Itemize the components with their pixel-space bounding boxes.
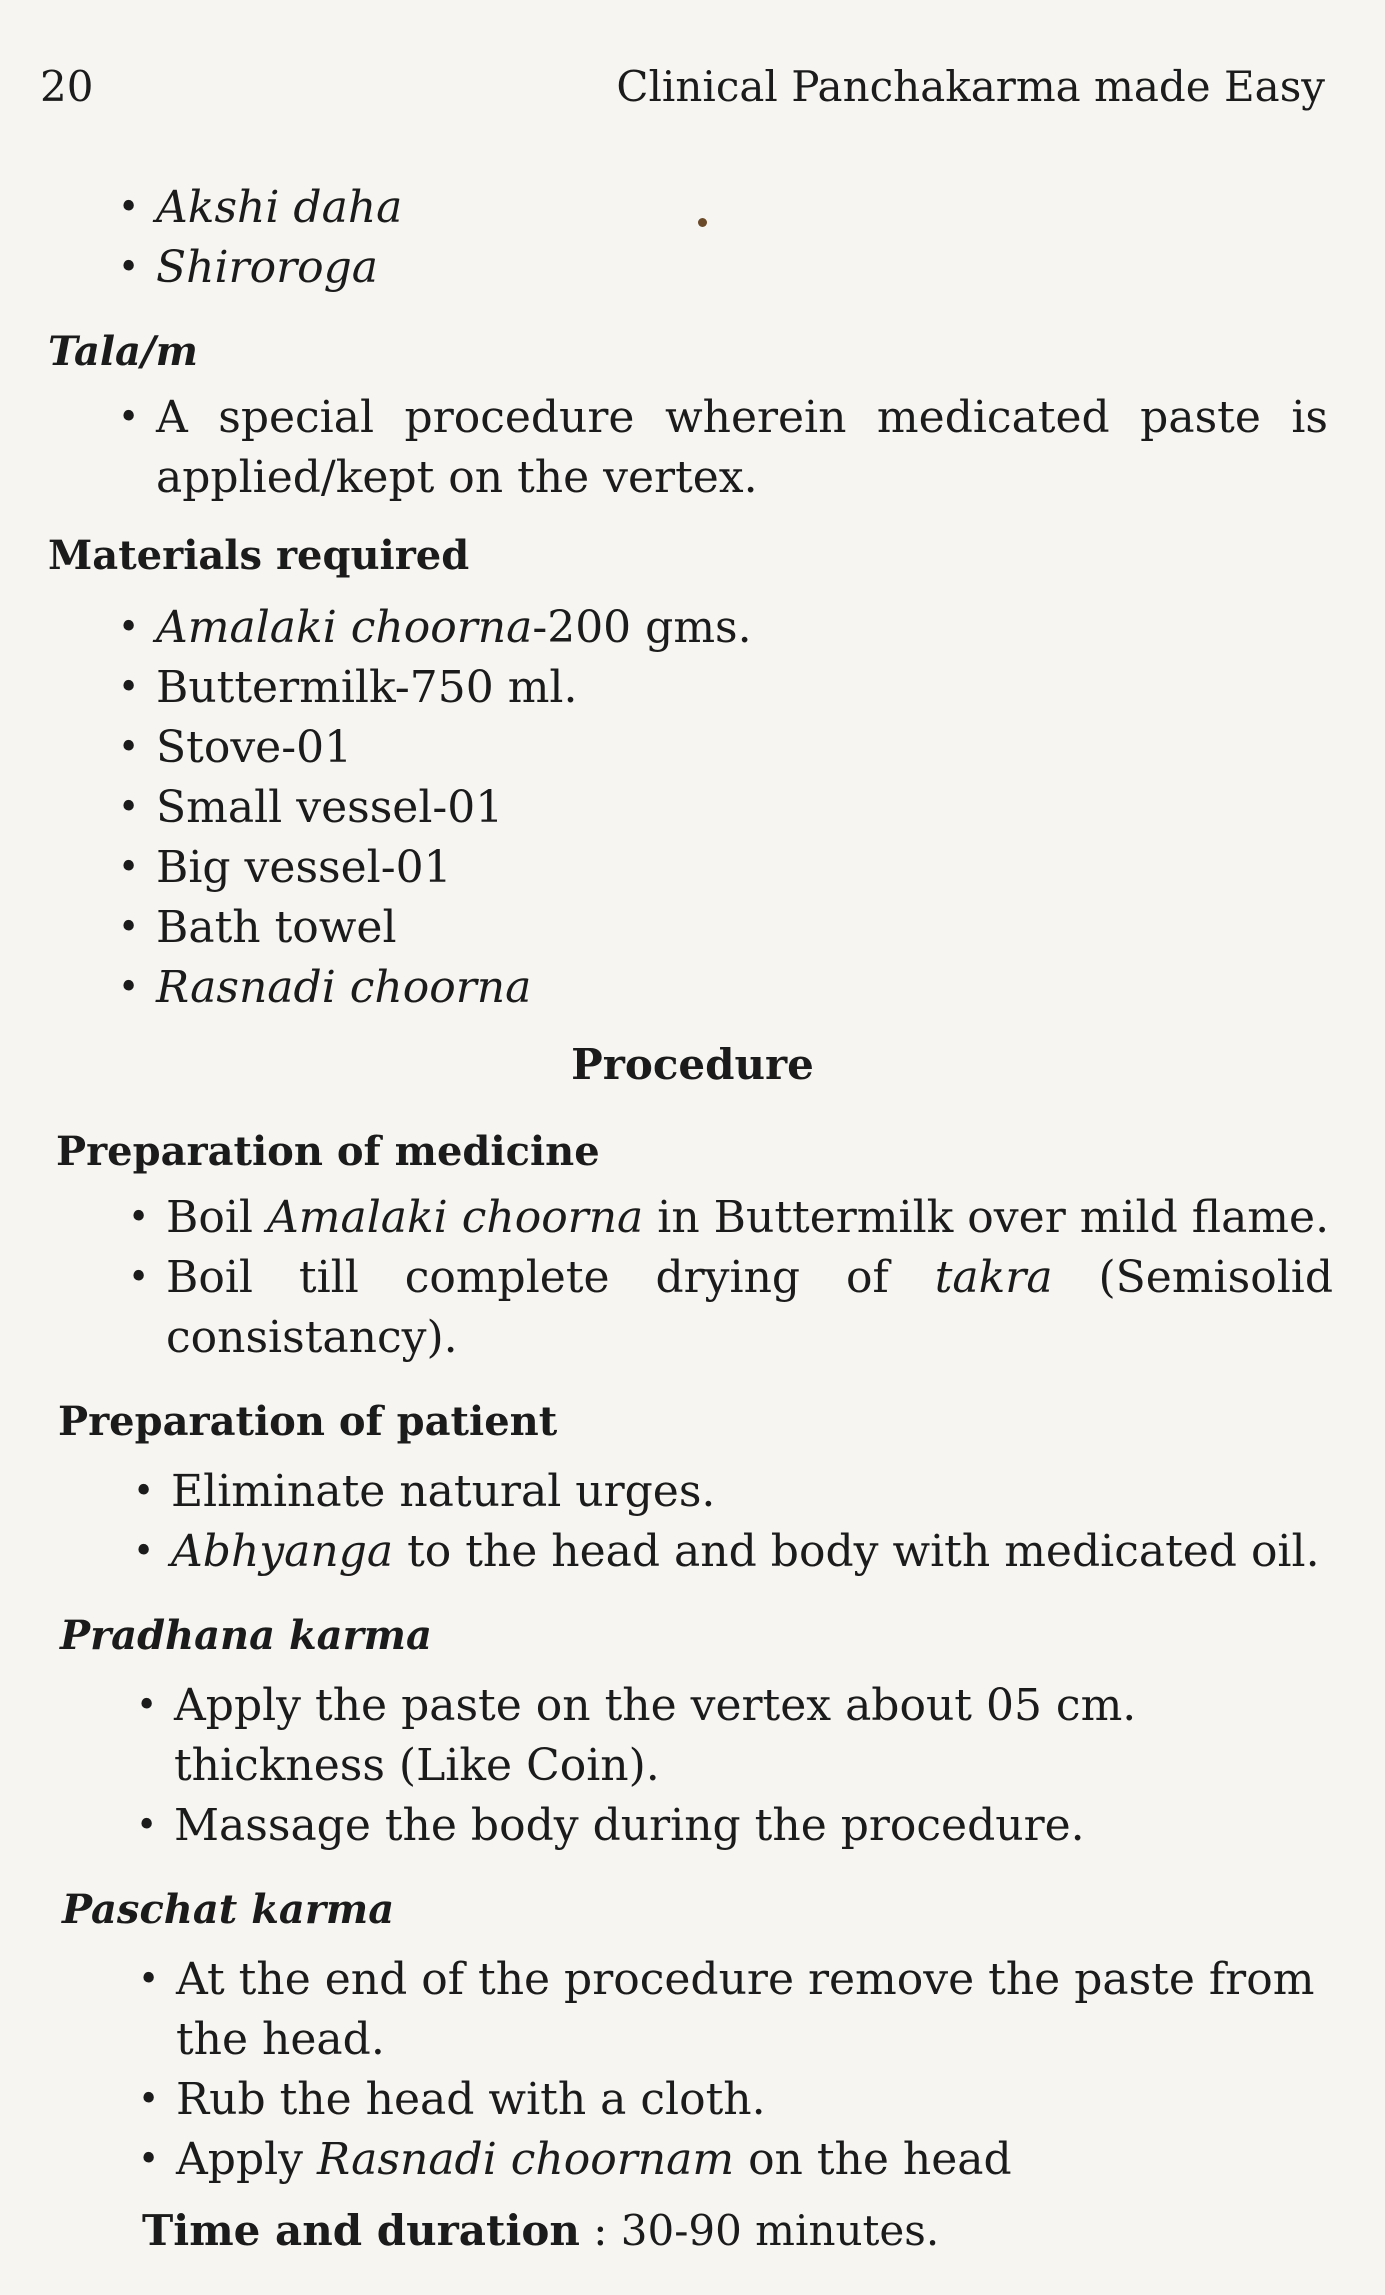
- list-item: • Eliminate natural urges.: [133, 1462, 1333, 1522]
- talam-description-list: [118, 388, 1328, 508]
- section-heading-paschat: Paschat karma: [62, 1886, 395, 1933]
- running-title: Clinical Panchakarma made Easy: [616, 62, 1325, 111]
- list-item: • Rub the head with a cloth.: [138, 2070, 1338, 2130]
- list-item: • Apply Rasnadi choornam on the head: [138, 2130, 1338, 2190]
- list-item: • Amalaki choorna-200 gms.: [118, 598, 1318, 658]
- section-heading-materials: Materials required: [48, 532, 470, 579]
- list-item: • Rasnadi choorna: [118, 958, 1318, 1018]
- prep-patient-list: [133, 1462, 1333, 1582]
- list-item: • Boil Amalaki choorna in Buttermilk over mild flame.: [128, 1188, 1333, 1248]
- list-item: • Shiroroga: [118, 238, 1318, 298]
- prep-medicine-list: [128, 1188, 1333, 1368]
- list-item: • At the end of the procedure remove the paste from the head.: [138, 1950, 1338, 2070]
- page-header: [40, 62, 1325, 122]
- list-item: • Stove-01: [118, 718, 1318, 778]
- section-heading-prep-medicine: Preparation of medicine: [56, 1128, 600, 1175]
- paschat-list: [138, 1950, 1338, 2190]
- list-item: • A special procedure wherein medicated paste is applied/kept on the vertex.: [118, 388, 1328, 508]
- list-item: • Small vessel-01: [118, 778, 1318, 838]
- indications-list: [118, 178, 1318, 298]
- time-value: : 30-90 minutes.: [593, 2206, 940, 2255]
- list-item: • Massage the body during the procedure.: [136, 1796, 1336, 1856]
- materials-list: [118, 598, 1318, 1018]
- list-item: • Bath towel: [118, 898, 1318, 958]
- list-item: • Boil till complete drying of takra (Semisolid consistancy).: [128, 1248, 1333, 1368]
- list-item: • Abhyanga to the head and body with medicated oil.: [133, 1522, 1333, 1582]
- procedure-heading: Procedure: [571, 1040, 814, 1089]
- time-duration: [142, 2206, 939, 2255]
- section-heading-prep-patient: Preparation of patient: [58, 1398, 558, 1445]
- section-heading-talam: Tala/m: [48, 328, 198, 375]
- list-item: • Apply the paste on the vertex about 05 cm. thickness (Like Coin).: [136, 1676, 1336, 1796]
- time-label: Time and duration: [142, 2206, 580, 2255]
- pradhana-list: [136, 1676, 1336, 1856]
- page-number: 20: [40, 62, 94, 111]
- list-item: • Akshi daha: [118, 178, 1318, 238]
- list-item: • Big vessel-01: [118, 838, 1318, 898]
- list-item: • Buttermilk-750 ml.: [118, 658, 1318, 718]
- section-heading-pradhana: Pradhana karma: [60, 1612, 432, 1659]
